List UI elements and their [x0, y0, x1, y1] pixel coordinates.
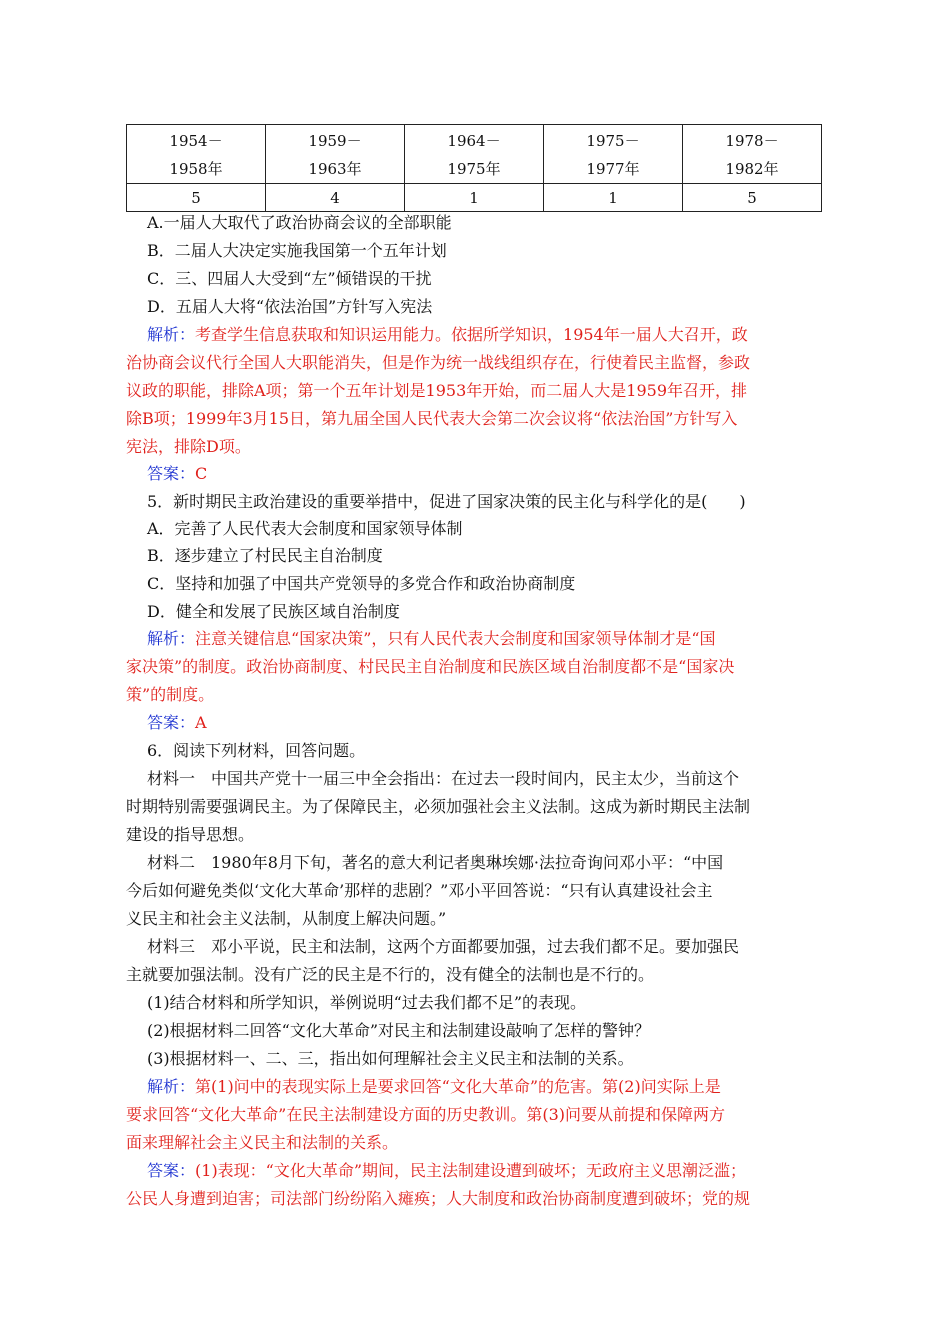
q6-subquestion-3: (3)根据材料一、二、三，指出如何理解社会主义民主和法制的关系。 [147, 1049, 634, 1068]
table-header-cell: 1978－ 1982年 [683, 125, 822, 184]
table-cell: 1 [544, 184, 683, 212]
table-cell: 1 [405, 184, 544, 212]
material-3-line: 材料三 邓小平说，民主和法制，这两个方面都要加强，过去我们都不足。要加强民 [147, 937, 740, 956]
material-2-line: 今后如何避免类似‘文化大革命’那样的悲剧？”邓小平回答说：“只有认真建设社会主 [126, 881, 713, 900]
q6-answer-line: 公民人身遭到迫害；司法部门纷纷陷入瘫痪；人大制度和政治协商制度遭到破坏；党的规 [126, 1189, 751, 1208]
material-2-line: 材料二 1980年8月下旬，著名的意大利记者奥琳埃娜·法拉奇询问邓小平：“中国 [147, 853, 724, 872]
material-2-line: 义民主和社会主义法制，从制度上解决问题。” [126, 909, 447, 928]
material-1-line: 时期特别需要强调民主。为了保障民主，必须加强社会主义法制。这成为新时期民主法制 [126, 797, 751, 816]
q4-option-b: B．二届人大决定实施我国第一个五年计划 [147, 241, 447, 260]
table-header-row [127, 125, 822, 184]
answer-label: 答案： [147, 464, 196, 483]
q4-analysis-line: 除B项；1999年3月15日，第九届全国人民代表大会第二次会议将“依法治国”方针写入 [126, 409, 738, 428]
q6-answer-line: 答案：(1)表现：“文化大革命”期间，民主法制建设遭到破坏；无政府主义思潮泛滥； [147, 1161, 747, 1180]
answer-value: A [195, 713, 207, 732]
q5-option-b: B．逐步建立了村民民主自治制度 [147, 546, 383, 565]
q5-answer [147, 713, 207, 733]
table-header-cell: 1975－ 1977年 [544, 125, 683, 184]
q5-analysis-line: 家决策”的制度。政治协商制度、村民民主自治制度和民族区域自治制度都不是“国家决 [126, 657, 735, 676]
q4-analysis-line: 治协商会议代行全国人大职能消失，但是作为统一战线组织存在，行使着民主监督，参政 [126, 353, 751, 372]
q5-analysis-line: 解析：注意关键信息“国家决策”，只有人民代表大会制度和国家领导体制才是“国 [147, 629, 716, 648]
analysis-label: 解析： [147, 325, 196, 344]
table-cell: 5 [683, 184, 822, 212]
q5-analysis-line: 策”的制度。 [126, 685, 215, 704]
q5-stem: 5．新时期民主政治建设的重要举措中，促进了国家决策的民主化与科学化的是( ) [147, 492, 746, 511]
analysis-label: 解析： [147, 629, 196, 648]
q6-analysis-line: 解析：第(1)问中的表现实际上是要求回答“文化大革命”的危害。第(2)问实际上是 [147, 1077, 721, 1096]
table-cell: 4 [266, 184, 405, 212]
table-value-row [127, 184, 822, 212]
q5-option-d: D．健全和发展了民族区域自治制度 [147, 602, 400, 621]
answer-label: 答案： [147, 1161, 196, 1180]
table-header-cell: 1959－ 1963年 [266, 125, 405, 184]
table-header-cell: 1964－ 1975年 [405, 125, 544, 184]
answer-label: 答案： [147, 713, 196, 732]
q6-stem: 6．阅读下列材料，回答问题。 [147, 741, 366, 760]
answer-value: C [195, 464, 208, 483]
npc-sessions-table [126, 124, 822, 212]
q6-analysis-line: 要求回答“文化大革命”在民主法制建设方面的历史教训。第(3)问要从前提和保障两方 [126, 1105, 726, 1124]
material-3-line: 主就要加强法制。没有广泛的民主是不行的，没有健全的法制也是不行的。 [126, 965, 655, 984]
q4-option-a: A.一届人大取代了政治协商会议的全部职能 [147, 213, 452, 232]
material-1-line: 建设的指导思想。 [126, 825, 255, 844]
q4-analysis-line: 议政的职能，排除A项；第一个五年计划是1953年开始，而二届人大是1959年召开，排 [126, 381, 747, 400]
table-cell: 5 [127, 184, 266, 212]
material-1-line: 材料一 中国共产党十一届三中全会指出：在过去一段时间内，民主太少，当前这个 [147, 769, 740, 788]
q4-option-d: D．五届人大将“依法治国”方针写入宪法 [147, 297, 433, 316]
q4-option-c: C．三、四届人大受到“左”倾错误的干扰 [147, 269, 432, 288]
q6-subquestion-2: (2)根据材料二回答“文化大革命”对民主和法制建设敲响了怎样的警钟？ [147, 1021, 651, 1040]
q4-analysis-line: 解析：考查学生信息获取和知识运用能力。依据所学知识，1954年一届人大召开，政 [147, 325, 748, 344]
table-header-cell: 1954－ 1958年 [127, 125, 266, 184]
q5-option-a: A．完善了人民代表大会制度和国家领导体制 [147, 519, 463, 538]
q6-subquestion-1: (1)结合材料和所学知识，举例说明“过去我们都不足”的表现。 [147, 993, 587, 1012]
q5-option-c: C．坚持和加强了中国共产党领导的多党合作和政治协商制度 [147, 574, 576, 593]
analysis-label: 解析： [147, 1077, 196, 1096]
q4-analysis-line: 宪法，排除D项。 [126, 437, 251, 456]
q4-answer [147, 464, 207, 484]
q6-analysis-line: 面来理解社会主义民主和法制的关系。 [126, 1133, 399, 1152]
